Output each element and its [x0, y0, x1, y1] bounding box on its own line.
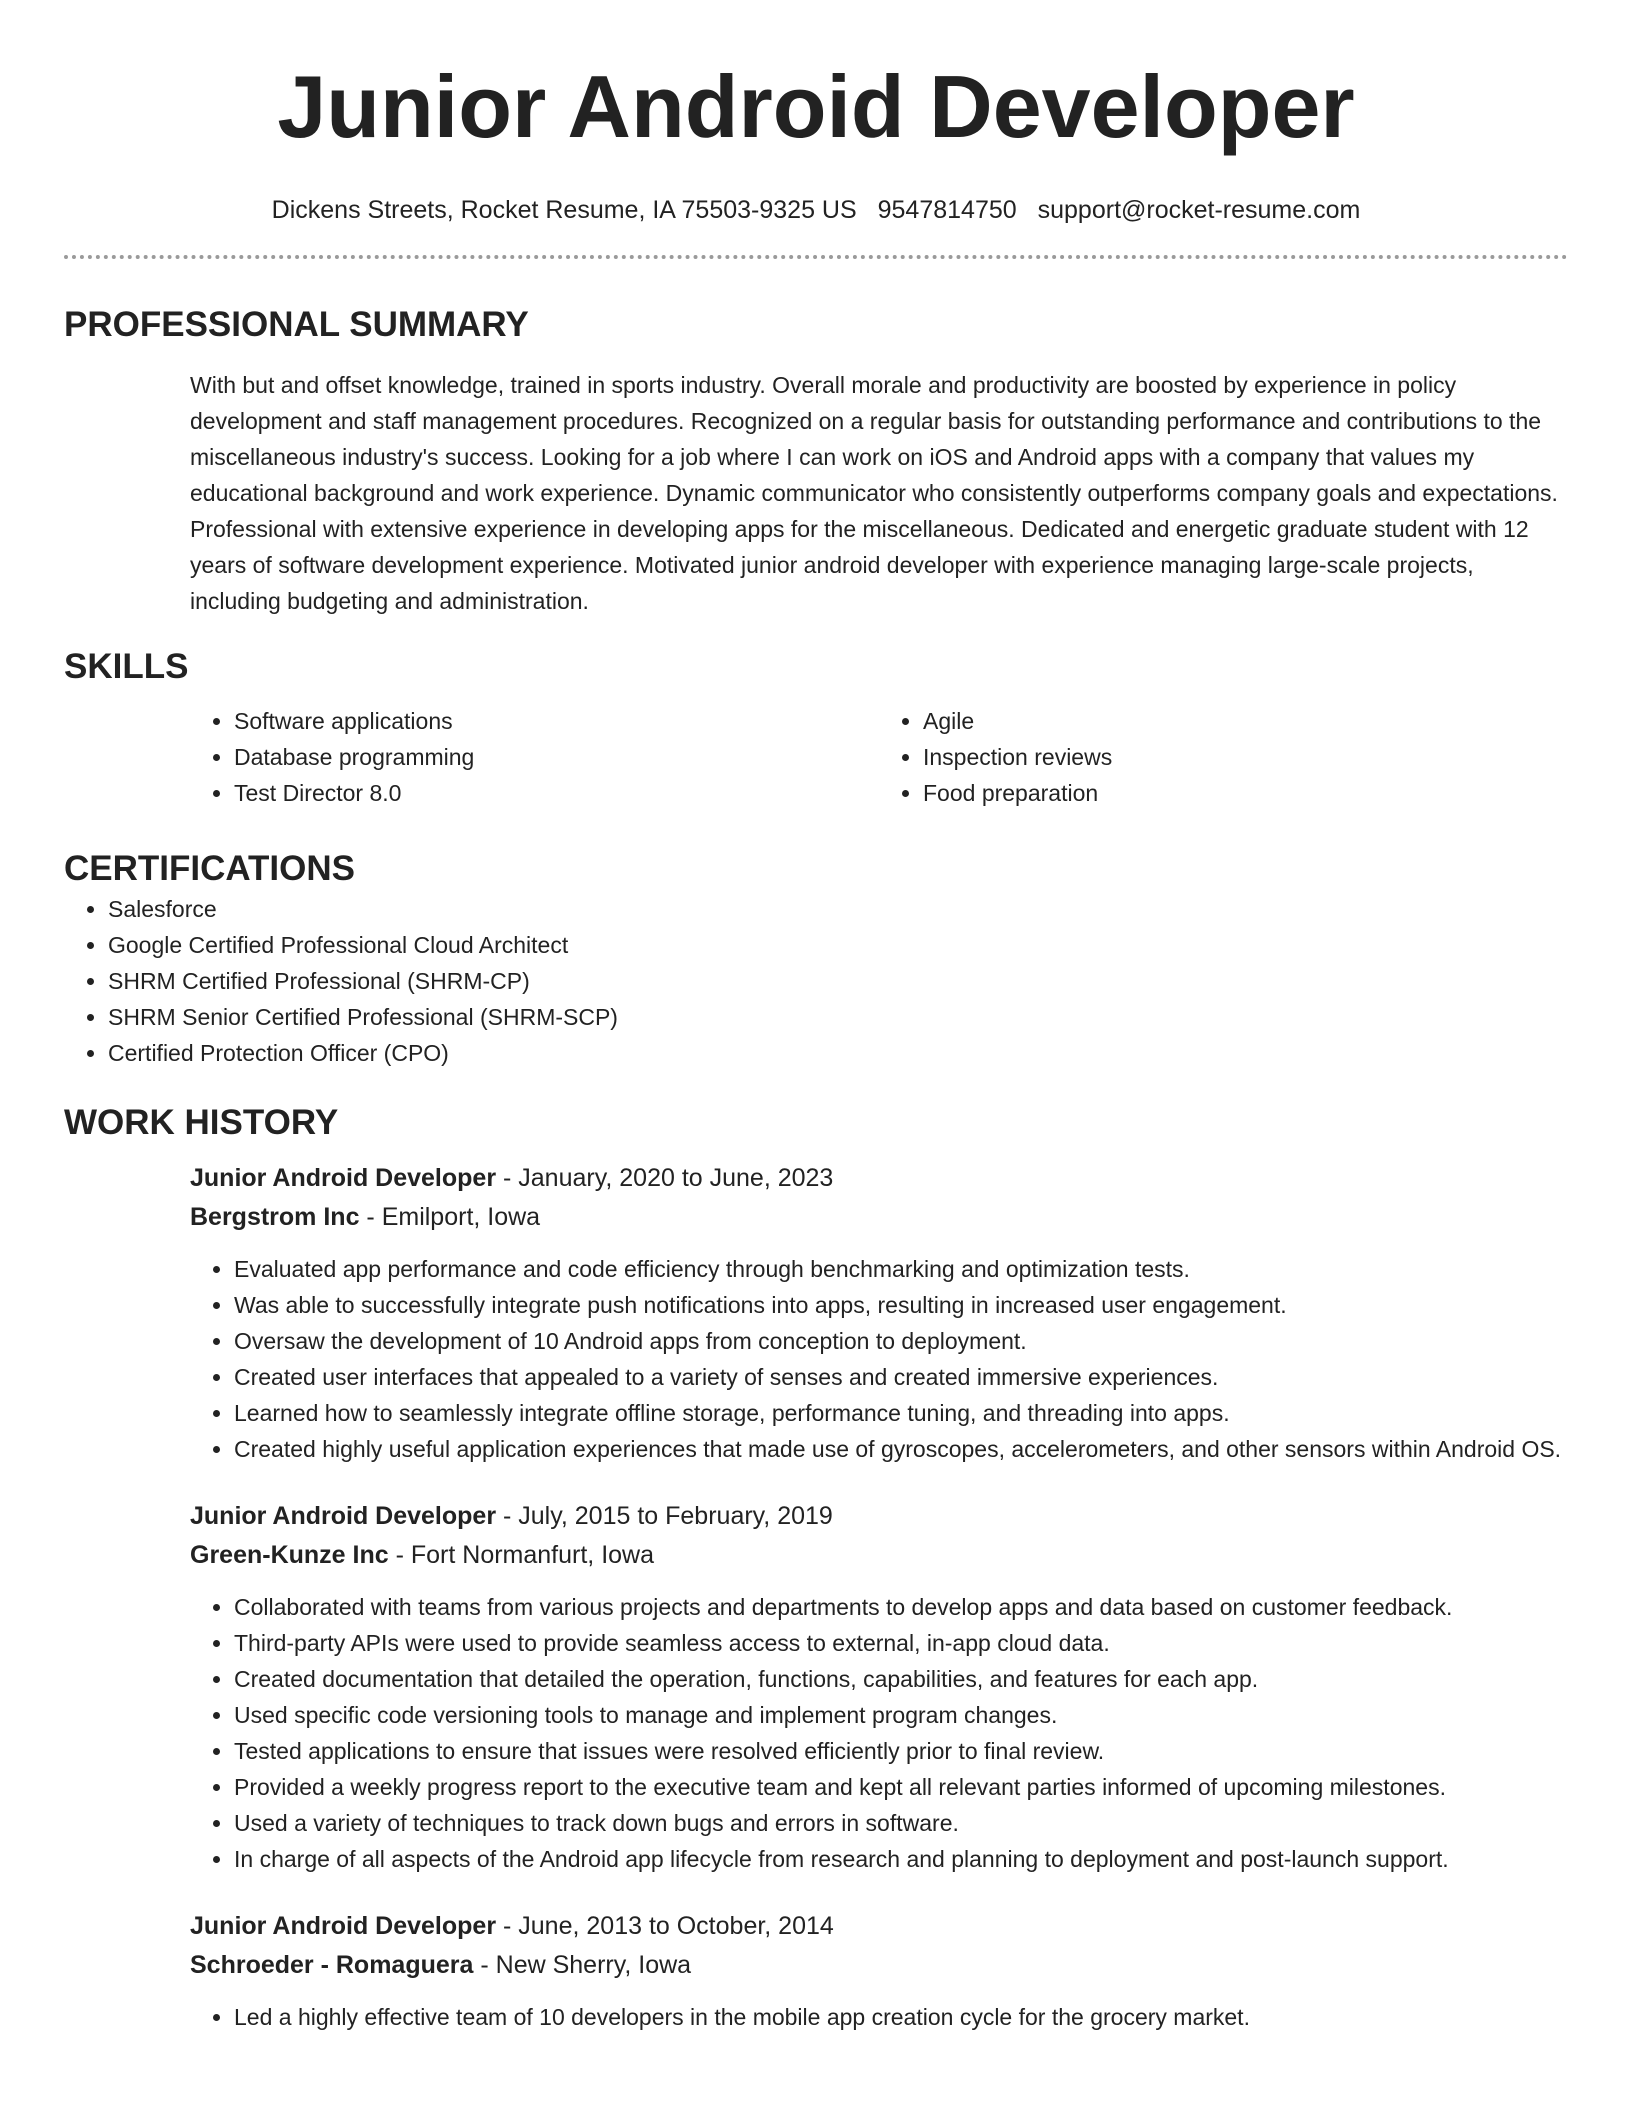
certification-item: • Google Certified Professional Cloud Architect — [108, 927, 1568, 963]
job-bullet: • Provided a weekly progress report to the executive team and kept all relevant parties informed of upcoming milestones. — [234, 1769, 1568, 1805]
resume-name: Junior Android Developer — [277, 57, 1355, 156]
job-title-line — [190, 1159, 1568, 1198]
skills-list-right — [879, 703, 1568, 811]
job-bullet: • Used specific code versioning tools to manage and implement program changes. — [234, 1697, 1568, 1733]
job-bullets — [190, 1999, 1568, 2035]
job-bullets — [190, 1251, 1568, 1467]
job-location: - New Sherry, Iowa — [473, 1951, 692, 1979]
certification-item: • Salesforce — [108, 891, 1568, 927]
job-bullet: • Tested applications to ensure that issues were resolved efficiently prior to final review. — [234, 1733, 1568, 1769]
job-bullet: • Oversaw the development of 10 Android apps from conception to deployment. — [234, 1323, 1568, 1359]
job-bullets — [190, 1589, 1568, 1877]
contact-phone: 9547814750 — [877, 196, 1017, 224]
job-title-line — [190, 1497, 1568, 1536]
job-role: Junior Android Developer — [190, 1164, 497, 1192]
job-dates: - July, 2015 to February, 2019 — [496, 1502, 833, 1530]
job-dates: - January, 2020 to June, 2023 — [496, 1164, 834, 1192]
skills-heading: SKILLS — [64, 647, 189, 686]
skills-list-left — [190, 703, 879, 811]
job-bullet: • Created documentation that detailed the operation, functions, capabilities, and features for each app. — [234, 1661, 1568, 1697]
certification-item: • SHRM Senior Certified Professional (SHRM-SCP) — [108, 999, 1568, 1035]
job-role: Junior Android Developer — [190, 1912, 497, 1940]
contact-address: Dickens Streets, Rocket Resume, IA 75503-9325 US — [271, 196, 857, 224]
job-bullet: • Was able to successfully integrate push notifications into apps, resulting in increased user engagement. — [234, 1287, 1568, 1323]
job-company-line — [190, 1198, 1568, 1237]
job-entry — [190, 1907, 1568, 2035]
job-company: Schroeder - Romaguera — [190, 1951, 474, 1979]
job-bullet: • Third-party APIs were used to provide seamless access to external, in-app cloud data. — [234, 1625, 1568, 1661]
job-bullet: • Created user interfaces that appealed to a variety of senses and created immersive experiences. — [234, 1359, 1568, 1395]
certifications-list — [64, 891, 1568, 1071]
job-location: - Fort Normanfurt, Iowa — [388, 1541, 655, 1569]
certification-item: • SHRM Certified Professional (SHRM-CP) — [108, 963, 1568, 999]
skill-item: • Food preparation — [923, 775, 1568, 811]
contact-email: support@rocket-resume.com — [1037, 196, 1361, 224]
skill-item: • Database programming — [234, 739, 879, 775]
job-company-line — [190, 1536, 1568, 1575]
job-company: Green-Kunze Inc — [190, 1541, 389, 1569]
work-history-heading: WORK HISTORY — [64, 1103, 339, 1142]
job-bullet: • Created highly useful application experiences that made use of gyroscopes, accelerometers, and other sensors within Android OS. — [234, 1431, 1568, 1467]
job-company: Bergstrom Inc — [190, 1203, 360, 1231]
job-location: - Emilport, Iowa — [359, 1203, 541, 1231]
job-bullet: • Used a variety of techniques to track down bugs and errors in software. — [234, 1805, 1568, 1841]
job-role: Junior Android Developer — [190, 1502, 497, 1530]
summary-heading: PROFESSIONAL SUMMARY — [64, 305, 529, 344]
job-bullet: • Collaborated with teams from various projects and departments to develop apps and data based on customer feedback. — [234, 1589, 1568, 1625]
contact-line — [64, 194, 1568, 226]
job-title-line — [190, 1907, 1568, 1946]
certifications-heading: CERTIFICATIONS — [64, 849, 356, 888]
job-bullet: • In charge of all aspects of the Android app lifecycle from research and planning to deployment and post-launch support. — [234, 1841, 1568, 1877]
certification-item: • Certified Protection Officer (CPO) — [108, 1035, 1568, 1071]
skill-item: • Inspection reviews — [923, 739, 1568, 775]
job-bullet: • Learned how to seamlessly integrate offline storage, performance tuning, and threading into apps. — [234, 1395, 1568, 1431]
skills-columns — [190, 703, 1568, 811]
job-bullet: • Led a highly effective team of 10 developers in the mobile app creation cycle for the grocery market. — [234, 1999, 1568, 2035]
skill-item: • Software applications — [234, 703, 879, 739]
job-entry — [190, 1159, 1568, 1467]
summary-text: With but and offset knowledge, trained in sports industry. Overall morale and productivity are boosted by experience in policy development and staff management procedures. Recognized on a regular basis for outstanding performance and contributions to the miscellaneous industry's success. Looking for a job where I can work on iOS and Android apps with a company that values my educational background and work experience. Dynamic communicator who consistently outperforms company goals and expectations. Professional with extensive experience in developing apps for the miscellaneous. Dedicated and energetic graduate student with 12 years of software development experience. Motivated junior android developer with experience managing large-scale projects, including budgeting and administration. — [190, 372, 1558, 614]
job-bullet: • Evaluated app performance and code efficiency through benchmarking and optimization tests. — [234, 1251, 1568, 1287]
job-company-line — [190, 1946, 1568, 1985]
header-divider — [64, 255, 1568, 259]
skill-item: • Test Director 8.0 — [234, 775, 879, 811]
skill-item: • Agile — [923, 703, 1568, 739]
job-entry — [190, 1497, 1568, 1877]
job-dates: - June, 2013 to October, 2014 — [496, 1912, 834, 1940]
